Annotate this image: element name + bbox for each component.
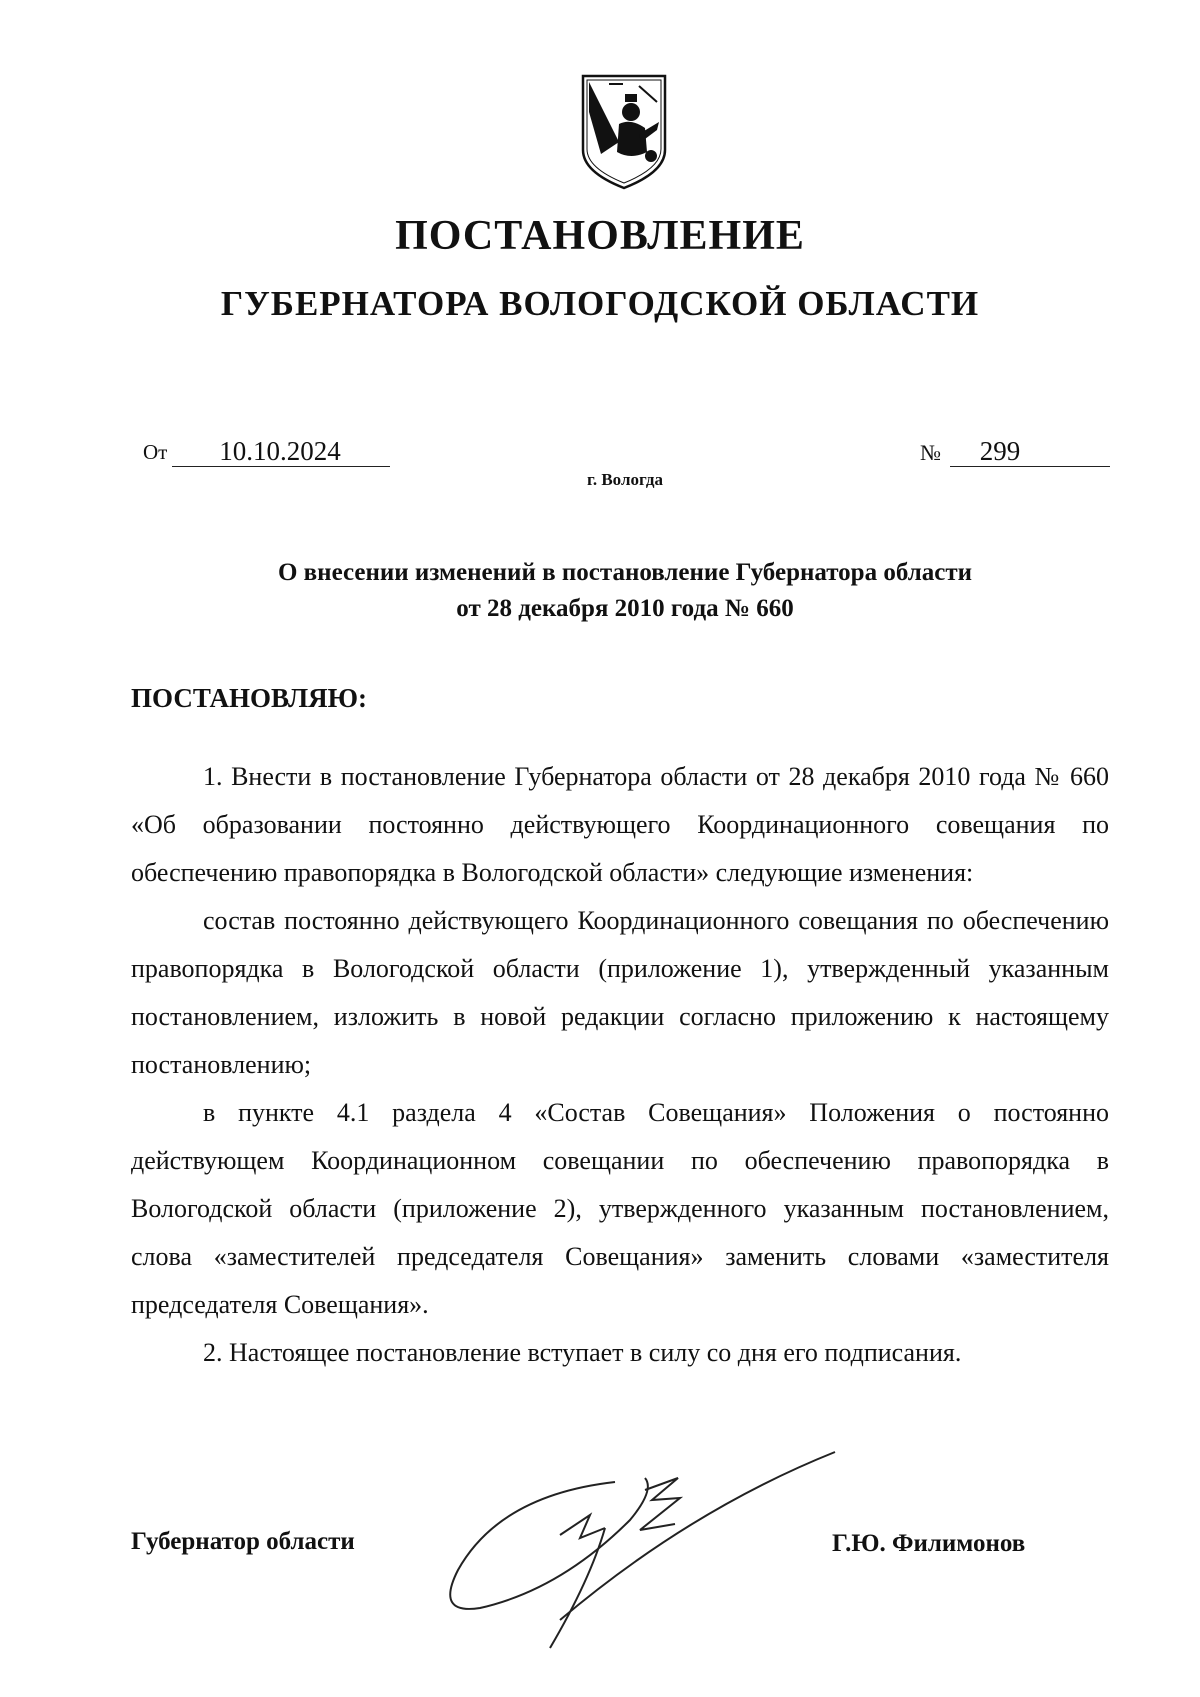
signatory-name: Г.Ю. Филимонов	[832, 1530, 1026, 1557]
subject-line-2: от 28 декабря 2010 года № 660	[456, 595, 794, 622]
coat-of-arms-icon	[579, 72, 669, 192]
document-type-title: ПОСТАНОВЛЕНИЕ	[395, 213, 805, 259]
handwritten-signature-icon	[440, 1440, 860, 1655]
document-number: 299	[979, 436, 1021, 466]
paragraph: 1. Внести в постановление Губернатора области от 28 декабря 2010 года № 660 «Об образовании постоянно действующего Координационного совещания по обеспечению правопорядка в Вологодской области» следующие изменения:	[131, 762, 1109, 887]
document-date: 10.10.2024	[219, 436, 341, 466]
number-underline	[950, 466, 1110, 467]
paragraph: 2. Настоящее постановление вступает в силу со дня его подписания.	[203, 1338, 962, 1367]
document-subject	[0, 555, 1200, 627]
document-body	[131, 753, 1109, 1377]
subject-line-1: О внесении изменений в постановление Губернатора области	[277, 559, 973, 586]
date-prefix: От	[143, 440, 168, 464]
paragraph: состав постоянно действующего Координационного совещания по обеспечению правопорядка в Вологодской области (приложение 1), утвержденный указанным постановлением, изложить в новой редакции согласно приложению к настоящему постановлению;	[131, 906, 1109, 1079]
decree-word: ПОСТАНОВЛЯЮ:	[131, 683, 367, 713]
paragraph: в пункте 4.1 раздела 4 «Состав Совещания» Положения о постоянно действующем Координационном совещании по обеспечению правопорядка в Вологодской области (приложение 2), утвержденного указанным постановлением, слова «заместителей председателя Совещания» заменить словами «заместителя председателя Совещания».	[131, 1098, 1109, 1319]
date-underline	[172, 466, 390, 467]
city-label: г. Вологда	[587, 470, 663, 489]
number-prefix: №	[920, 440, 941, 465]
signatory-title: Губернатор области	[131, 1528, 355, 1555]
issuer-title: ГУБЕРНАТОРА ВОЛОГОДСКОЙ ОБЛАСТИ	[220, 284, 980, 323]
